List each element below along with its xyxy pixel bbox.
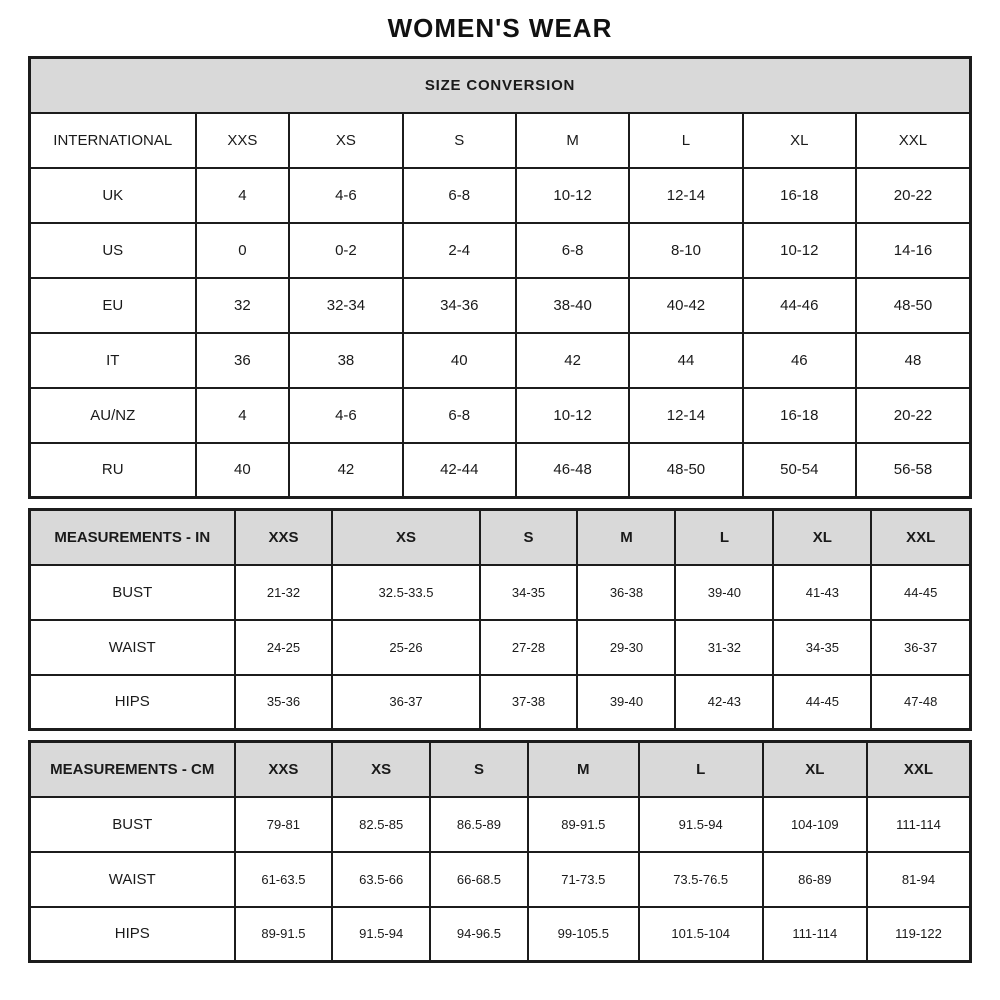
value-cell: 42-44: [403, 443, 516, 498]
row-label: AU/NZ: [30, 388, 196, 443]
value-cell: 6-8: [516, 223, 629, 278]
table-banner: SIZE CONVERSION: [30, 58, 971, 113]
page-title: WOMEN'S WEAR: [387, 13, 613, 43]
value-cell: 38-40: [516, 278, 629, 333]
value-cell: 4: [196, 168, 290, 223]
value-cell: 25-26: [332, 620, 479, 675]
value-cell: 46: [743, 333, 856, 388]
value-cell: 0: [196, 223, 290, 278]
value-cell: 48: [856, 333, 971, 388]
value-cell: 73.5-76.5: [639, 852, 763, 907]
value-cell: 20-22: [856, 168, 971, 223]
value-cell: 101.5-104: [639, 907, 763, 962]
size-col-header: S: [403, 113, 516, 168]
value-cell: 63.5-66: [332, 852, 430, 907]
size-col-header: XXL: [856, 113, 971, 168]
value-cell: 44-45: [773, 675, 871, 730]
table-row: [30, 223, 971, 278]
size-col-header: L: [629, 113, 742, 168]
table-row: [30, 443, 971, 498]
value-cell: 89-91.5: [235, 907, 333, 962]
table-row: [30, 278, 971, 333]
value-cell: 6-8: [403, 168, 516, 223]
value-cell: 21-32: [235, 565, 333, 620]
value-cell: 61-63.5: [235, 852, 333, 907]
corner-label: INTERNATIONAL: [30, 113, 196, 168]
row-label: UK: [30, 168, 196, 223]
size-col-header: L: [639, 742, 763, 797]
size-col-header: XXS: [235, 742, 333, 797]
value-cell: 50-54: [743, 443, 856, 498]
value-cell: 12-14: [629, 388, 742, 443]
value-cell: 86.5-89: [430, 797, 528, 852]
size-col-header: S: [480, 510, 578, 565]
value-cell: 32-34: [289, 278, 402, 333]
value-cell: 24-25: [235, 620, 333, 675]
value-cell: 104-109: [763, 797, 867, 852]
size-col-header: XL: [773, 510, 871, 565]
table-row: [30, 620, 971, 675]
value-cell: 27-28: [480, 620, 578, 675]
corner-label: MEASUREMENTS - IN: [30, 510, 235, 565]
row-label: IT: [30, 333, 196, 388]
size-col-header: XS: [332, 742, 430, 797]
row-label: WAIST: [30, 620, 235, 675]
table-row: [30, 907, 971, 962]
size-col-header: M: [516, 113, 629, 168]
value-cell: 6-8: [403, 388, 516, 443]
value-cell: 36-37: [332, 675, 479, 730]
value-cell: 4-6: [289, 388, 402, 443]
value-cell: 36-38: [577, 565, 675, 620]
size-col-header: XS: [332, 510, 479, 565]
value-cell: 82.5-85: [332, 797, 430, 852]
measurements-in-table: [28, 508, 972, 731]
value-cell: 14-16: [856, 223, 971, 278]
value-cell: 16-18: [743, 168, 856, 223]
value-cell: 48-50: [856, 278, 971, 333]
table-row: [30, 565, 971, 620]
value-cell: 42: [516, 333, 629, 388]
value-cell: 38: [289, 333, 402, 388]
value-cell: 10-12: [743, 223, 856, 278]
table-row: [30, 797, 971, 852]
value-cell: 56-58: [856, 443, 971, 498]
row-label: RU: [30, 443, 196, 498]
table-row: [30, 675, 971, 730]
value-cell: 2-4: [403, 223, 516, 278]
row-label: BUST: [30, 797, 235, 852]
value-cell: 119-122: [867, 907, 971, 962]
table-row: [30, 388, 971, 443]
value-cell: 34-35: [480, 565, 578, 620]
value-cell: 40-42: [629, 278, 742, 333]
size-col-header: M: [528, 742, 639, 797]
value-cell: 0-2: [289, 223, 402, 278]
value-cell: 71-73.5: [528, 852, 639, 907]
value-cell: 86-89: [763, 852, 867, 907]
row-label: WAIST: [30, 852, 235, 907]
value-cell: 111-114: [867, 797, 971, 852]
value-cell: 44-46: [743, 278, 856, 333]
size-col-header: XL: [763, 742, 867, 797]
value-cell: 20-22: [856, 388, 971, 443]
value-cell: 44-45: [871, 565, 970, 620]
table-banner-row: [30, 58, 971, 113]
value-cell: 4-6: [289, 168, 402, 223]
size-header-row: [30, 510, 971, 565]
corner-label: MEASUREMENTS - CM: [30, 742, 235, 797]
value-cell: 91.5-94: [332, 907, 430, 962]
value-cell: 34-35: [773, 620, 871, 675]
value-cell: 29-30: [577, 620, 675, 675]
value-cell: 39-40: [675, 565, 773, 620]
value-cell: 47-48: [871, 675, 970, 730]
value-cell: 34-36: [403, 278, 516, 333]
table-row: [30, 852, 971, 907]
value-cell: 42-43: [675, 675, 773, 730]
row-label: EU: [30, 278, 196, 333]
size-header-row: [30, 113, 971, 168]
value-cell: 37-38: [480, 675, 578, 730]
value-cell: 66-68.5: [430, 852, 528, 907]
value-cell: 46-48: [516, 443, 629, 498]
value-cell: 81-94: [867, 852, 971, 907]
size-col-header: L: [675, 510, 773, 565]
value-cell: 89-91.5: [528, 797, 639, 852]
size-col-header: XS: [289, 113, 402, 168]
row-label: BUST: [30, 565, 235, 620]
size-col-header: XXL: [867, 742, 971, 797]
value-cell: 44: [629, 333, 742, 388]
value-cell: 12-14: [629, 168, 742, 223]
value-cell: 42: [289, 443, 402, 498]
value-cell: 94-96.5: [430, 907, 528, 962]
size-col-header: M: [577, 510, 675, 565]
row-label: HIPS: [30, 907, 235, 962]
size-col-header: S: [430, 742, 528, 797]
value-cell: 16-18: [743, 388, 856, 443]
value-cell: 79-81: [235, 797, 333, 852]
value-cell: 48-50: [629, 443, 742, 498]
size-col-header: XL: [743, 113, 856, 168]
value-cell: 99-105.5: [528, 907, 639, 962]
size-col-header: XXS: [235, 510, 333, 565]
value-cell: 40: [403, 333, 516, 388]
row-label: HIPS: [30, 675, 235, 730]
value-cell: 39-40: [577, 675, 675, 730]
measurements-cm-table: [28, 740, 972, 963]
value-cell: 40: [196, 443, 290, 498]
value-cell: 10-12: [516, 388, 629, 443]
size-col-header: XXS: [196, 113, 290, 168]
value-cell: 35-36: [235, 675, 333, 730]
size-conversion-table: [28, 56, 972, 499]
value-cell: 111-114: [763, 907, 867, 962]
value-cell: 4: [196, 388, 290, 443]
table-row: [30, 333, 971, 388]
value-cell: 36-37: [871, 620, 970, 675]
value-cell: 36: [196, 333, 290, 388]
value-cell: 10-12: [516, 168, 629, 223]
size-header-row: [30, 742, 971, 797]
row-label: US: [30, 223, 196, 278]
value-cell: 32.5-33.5: [332, 565, 479, 620]
table-row: [30, 168, 971, 223]
size-col-header: XXL: [871, 510, 970, 565]
value-cell: 8-10: [629, 223, 742, 278]
value-cell: 32: [196, 278, 290, 333]
value-cell: 91.5-94: [639, 797, 763, 852]
value-cell: 41-43: [773, 565, 871, 620]
value-cell: 31-32: [675, 620, 773, 675]
